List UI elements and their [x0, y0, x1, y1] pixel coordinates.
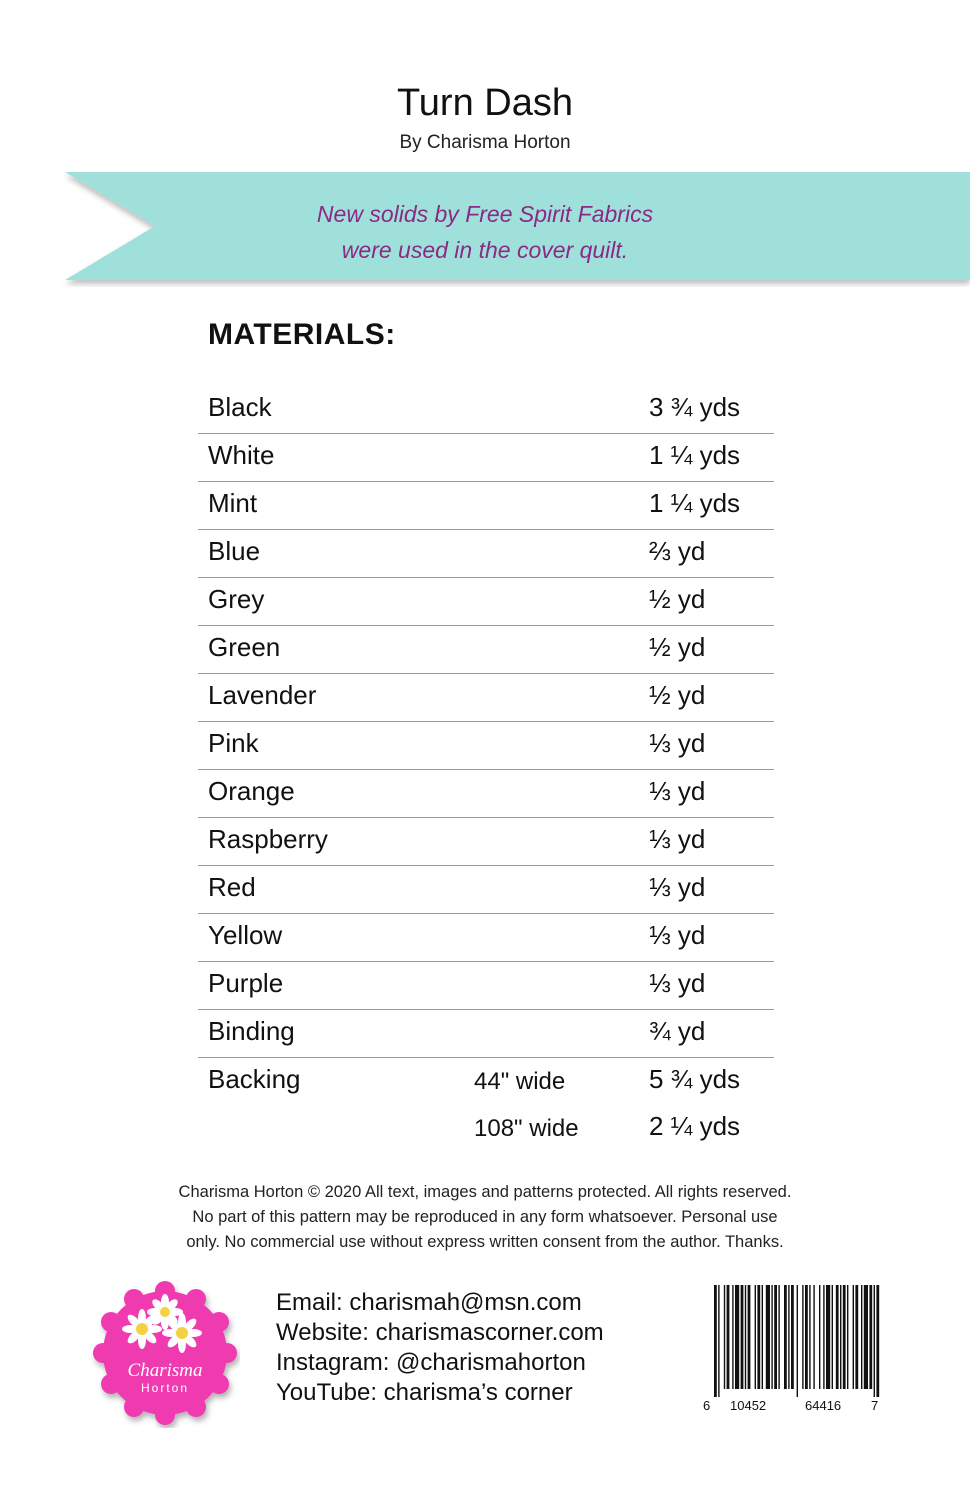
material-row [198, 866, 774, 914]
material-row [198, 722, 774, 770]
logo-sub: Horton [140, 1381, 190, 1395]
barcode-bar [876, 1285, 879, 1397]
barcode-bar [819, 1285, 820, 1389]
material-amount: ½ yd [649, 680, 706, 710]
barcode-bar [843, 1285, 846, 1389]
logo-name: Charisma [127, 1360, 203, 1381]
material-row [198, 674, 774, 722]
banner-line-2: were used in the cover quilt. [341, 237, 629, 263]
barcode-bar [774, 1285, 777, 1389]
material-amount: ⅓ yd [649, 776, 706, 806]
material-name: Red [208, 872, 256, 902]
material-name: Binding [208, 1016, 295, 1046]
barcode-bar [714, 1285, 717, 1397]
material-name: Pink [208, 728, 259, 758]
barcode-bar [797, 1285, 798, 1397]
page-title: Turn Dash [397, 82, 573, 124]
material-note: 44" wide [474, 1068, 566, 1095]
material-amount: 2 ¼ yds [649, 1111, 741, 1141]
barcode-bar [766, 1285, 770, 1389]
barcode-bar [762, 1285, 763, 1389]
barcode-bar [735, 1285, 739, 1389]
barcode [700, 1283, 890, 1418]
barcode-bar [748, 1285, 751, 1389]
material-row [198, 1010, 774, 1058]
copyright-notice [0, 1180, 970, 1255]
barcode-bar [791, 1285, 794, 1389]
barcode-bar [745, 1285, 746, 1389]
barcode-bar [727, 1285, 730, 1389]
materials-heading: MATERIALS: [208, 318, 396, 351]
barcode-bar [755, 1285, 756, 1389]
material-name: Purple [208, 968, 284, 998]
barcode-bar [724, 1285, 725, 1389]
material-name: Blue [208, 536, 261, 566]
contact-info [276, 1288, 604, 1408]
contact-youtube[interactable]: YouTube: charisma’s corner [276, 1379, 573, 1406]
barcode-digits-2: 10452 [730, 1398, 767, 1413]
charisma-logo [90, 1278, 240, 1428]
material-row [198, 578, 774, 626]
barcode-digit-4: 7 [871, 1398, 879, 1413]
material-amount: ¾ yd [649, 1016, 706, 1046]
copyright-line-2: No part of this pattern may be reproduced in any form whatsoever. Personal use [192, 1208, 778, 1226]
barcode-bar [861, 1285, 862, 1389]
barcode-bar [823, 1285, 824, 1389]
material-amount: ⅔ yd [649, 536, 706, 566]
material-row [198, 1105, 774, 1155]
barcode-bar [832, 1285, 833, 1389]
barcode-digits-3: 64416 [805, 1398, 842, 1413]
copyright-line-1: Charisma Horton © 2020 All text, images and patterns protected. All rights reserved. [178, 1183, 792, 1201]
barcode-bar [809, 1285, 810, 1389]
material-name: Backing [208, 1064, 301, 1094]
contact-website[interactable]: Website: charismascorner.com [276, 1319, 604, 1346]
barcode-bars [714, 1285, 879, 1397]
material-row [198, 482, 774, 530]
material-name: Mint [208, 488, 258, 518]
barcode-bar [732, 1285, 733, 1389]
material-amount: ⅓ yd [649, 968, 706, 998]
material-name: Raspberry [208, 824, 328, 854]
material-amount: ⅓ yd [649, 728, 706, 758]
material-row [198, 530, 774, 578]
material-name: Black [208, 392, 272, 422]
material-row [198, 770, 774, 818]
material-amount: ⅓ yd [649, 824, 706, 854]
material-amount: 1 ¼ yds [649, 488, 741, 518]
barcode-bar [855, 1285, 858, 1389]
copyright-line-3: only. No commercial use without express written consent from the author. Thanks. [186, 1233, 784, 1251]
barcode-bar [813, 1285, 814, 1389]
barcode-bar [788, 1285, 789, 1389]
barcode-bar [826, 1285, 830, 1389]
barcode-bar [771, 1285, 772, 1389]
material-name: Lavender [208, 680, 317, 710]
material-row [198, 1058, 774, 1105]
barcode-bar [864, 1285, 868, 1389]
material-row [198, 626, 774, 674]
material-amount: ⅓ yd [649, 920, 706, 950]
contact-instagram[interactable]: Instagram: @charismahorton [276, 1349, 586, 1376]
material-amount: ½ yd [649, 632, 706, 662]
material-name: Orange [208, 776, 295, 806]
banner-line-1: New solids by Free Spirit Fabrics [316, 201, 654, 227]
barcode-bar [874, 1285, 875, 1397]
material-amount: ½ yd [649, 584, 706, 614]
material-row [198, 818, 774, 866]
barcode-bar [840, 1285, 841, 1389]
barcode-bar [757, 1285, 760, 1389]
barcode-bar [853, 1285, 854, 1389]
barcode-bar [802, 1285, 803, 1389]
barcode-bar [784, 1285, 787, 1389]
barcode-digit-1: 6 [703, 1398, 711, 1413]
material-row [198, 386, 774, 434]
barcode-bar [869, 1285, 872, 1389]
material-name: Green [208, 632, 281, 662]
material-row [198, 962, 774, 1010]
contact-email[interactable]: Email: charismah@msn.com [276, 1289, 582, 1316]
material-name: Grey [208, 584, 265, 614]
barcode-bar [805, 1285, 808, 1389]
banner-text [0, 196, 970, 268]
material-name: Yellow [208, 920, 283, 950]
barcode-bar [718, 1285, 719, 1397]
barcode-bar [836, 1285, 839, 1389]
material-amount: 5 ¾ yds [649, 1064, 741, 1094]
material-amount: 3 ¾ yds [649, 392, 741, 422]
material-note: 108" wide [474, 1115, 579, 1142]
barcode-bar [778, 1285, 779, 1389]
materials-table [198, 386, 774, 1155]
barcode-bar [741, 1285, 744, 1389]
material-amount: 1 ¼ yds [649, 440, 741, 470]
author-byline: By Charisma Horton [399, 132, 571, 153]
barcode-bar [847, 1285, 848, 1389]
material-row [198, 914, 774, 962]
material-name: White [208, 440, 275, 470]
material-row [198, 434, 774, 482]
material-amount: ⅓ yd [649, 872, 706, 902]
